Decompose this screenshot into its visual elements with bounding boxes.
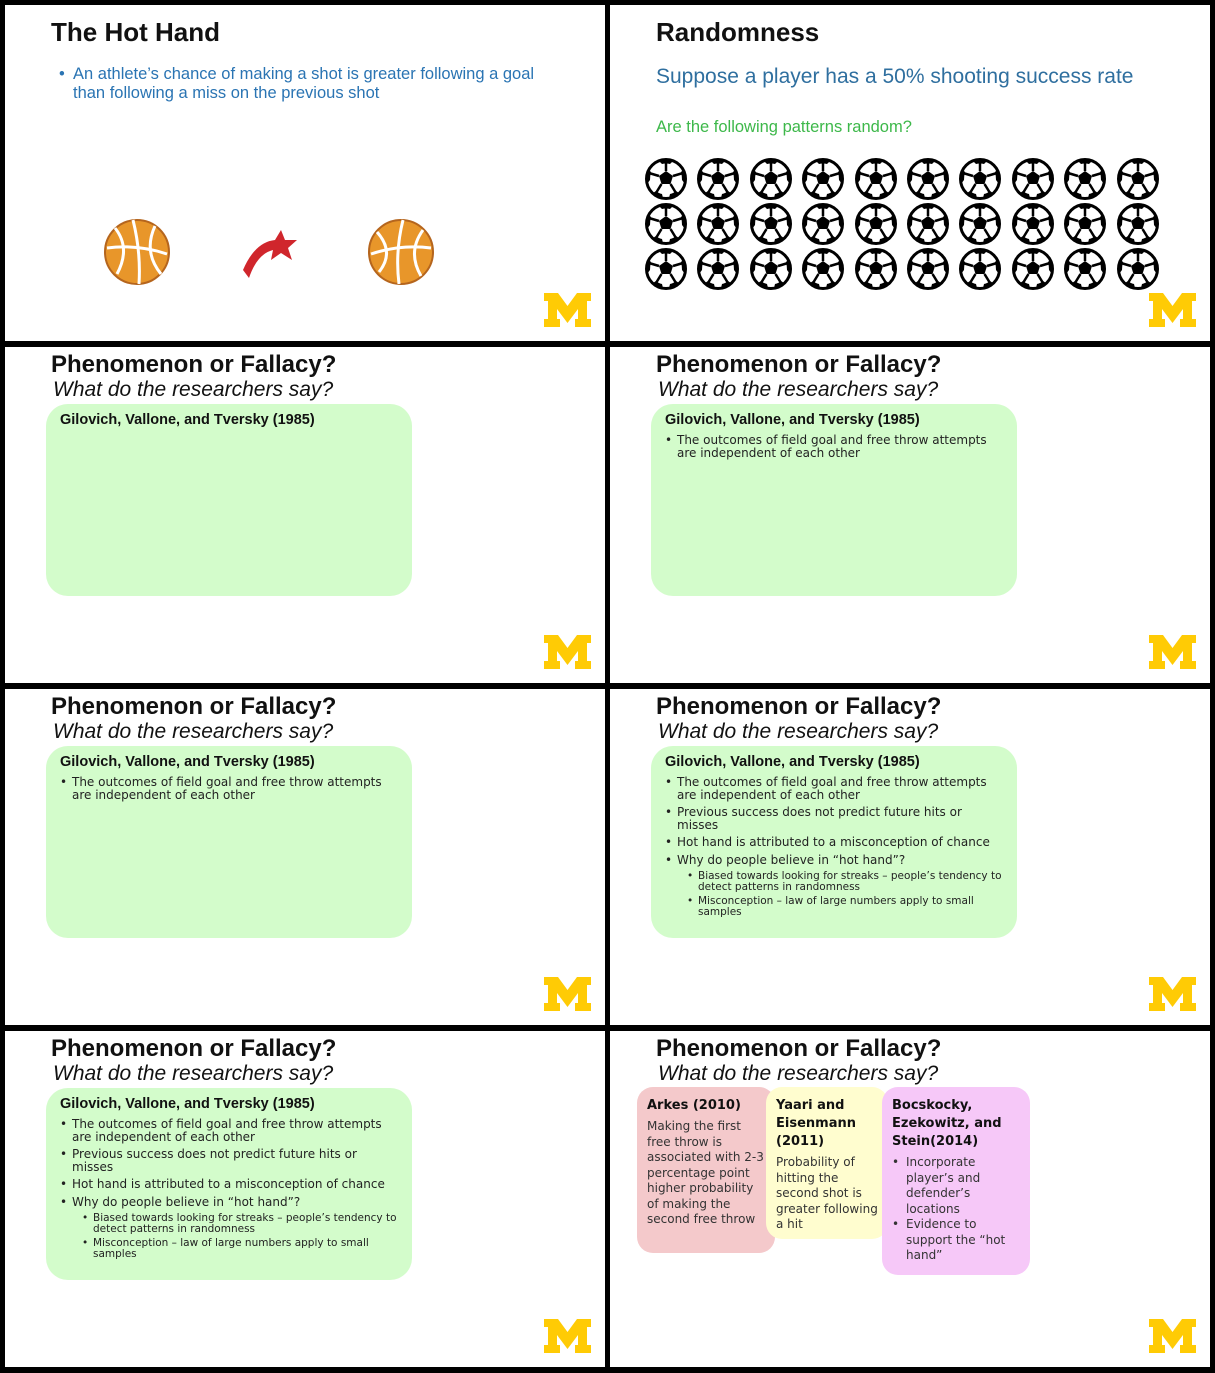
slide-subtitle: What do the researchers say? xyxy=(53,720,334,743)
study-box xyxy=(46,746,412,938)
slide-title: Phenomenon or Fallacy? xyxy=(51,1035,337,1062)
study-card-yaari xyxy=(766,1087,888,1239)
finding-item: • Hot hand is attributed to a misconception of chance xyxy=(665,836,1005,849)
finding-item: • The outcomes of field goal and free throw attempts are independent of each other xyxy=(60,1118,400,1143)
study-card-heading: Bocskocky, Ezekowitz, and Stein(2014) xyxy=(892,1098,1002,1149)
soccer-ball-icon xyxy=(956,248,1004,290)
soccer-ball-icon xyxy=(799,158,847,200)
soccer-ball-icon xyxy=(747,158,795,200)
soccer-ball-icon xyxy=(956,158,1004,200)
soccer-ball-icon xyxy=(1061,158,1109,200)
study-card-heading: Yaari and Eisenmann (2011) xyxy=(776,1098,856,1149)
slide-title: The Hot Hand xyxy=(51,17,220,47)
soccer-ball-icon xyxy=(1114,158,1162,200)
soccer-ball-icon xyxy=(1009,248,1057,290)
slide-research-3 xyxy=(5,689,605,1025)
study-heading: Gilovich, Vallone, and Tversky (1985) xyxy=(665,412,920,428)
study-card-item: • Incorporate player’s and defender’s locations xyxy=(892,1155,1020,1217)
slide-subtitle: What do the researchers say? xyxy=(658,720,939,743)
soccer-ball-icon xyxy=(642,158,690,200)
study-box xyxy=(46,404,412,596)
soccer-ball-icon xyxy=(904,248,952,290)
study-card-heading: Arkes (2010) xyxy=(647,1098,741,1113)
study-card-body: Probability of hitting the second shot is greater following a hit xyxy=(776,1155,878,1231)
block-m-logo xyxy=(544,1319,591,1353)
finding-list xyxy=(60,776,400,806)
study-heading: Gilovich, Vallone, and Tversky (1985) xyxy=(665,754,920,770)
soccer-ball-icon xyxy=(747,248,795,290)
slide-research-4 xyxy=(610,689,1210,1025)
finding-subitem: • Biased towards looking for streaks – people’s tendency to detect patterns in randomness xyxy=(82,1213,400,1234)
slide-subtitle: What do the researchers say? xyxy=(658,378,939,401)
study-card-bocskocky xyxy=(882,1087,1030,1275)
block-m-logo xyxy=(1149,1319,1196,1353)
definition-text: An athlete’s chance of making a shot is greater following a goal than following a miss on the previous shot xyxy=(73,65,535,102)
basketball-icon xyxy=(367,218,435,286)
block-m-logo xyxy=(1149,293,1196,327)
soccer-ball-icon xyxy=(1009,158,1057,200)
soccer-ball-icon xyxy=(799,203,847,245)
question-text: Are the following patterns random? xyxy=(656,118,912,136)
finding-item: • The outcomes of field goal and free throw attempts are independent of each other xyxy=(665,776,1005,801)
slide-title: Phenomenon or Fallacy? xyxy=(51,693,337,720)
block-m-logo xyxy=(1149,635,1196,669)
finding-item: • The outcomes of field goal and free throw attempts are independent of each other xyxy=(60,776,400,801)
soccer-ball-icon xyxy=(852,248,900,290)
soccer-ball-icon xyxy=(799,248,847,290)
shooting-star-icon xyxy=(237,220,301,280)
study-card-body: Making the first free throw is associated with 2-3 percentage point higher probability of making the second free throw xyxy=(647,1119,764,1226)
slide-hot-hand xyxy=(5,5,605,341)
slide-title: Phenomenon or Fallacy? xyxy=(656,1035,942,1062)
premise-text: Suppose a player has a 50% shooting success rate xyxy=(656,65,1134,88)
slide-subtitle: What do the researchers say? xyxy=(53,1062,334,1085)
soccer-ball-icon xyxy=(1114,203,1162,245)
slide-research-6 xyxy=(610,1031,1210,1367)
soccer-ball-icon xyxy=(694,248,742,290)
soccer-ball-icon xyxy=(694,158,742,200)
finding-item: • The outcomes of field goal and free throw attempts are independent of each other xyxy=(665,434,1005,459)
soccer-ball-icon xyxy=(642,203,690,245)
soccer-ball-icon xyxy=(694,203,742,245)
finding-item: • Previous success does not predict future hits or misses xyxy=(60,1148,400,1173)
finding-subitem: • Misconception – law of large numbers apply to small samples xyxy=(82,1238,400,1259)
study-heading: Gilovich, Vallone, and Tversky (1985) xyxy=(60,412,315,428)
soccer-ball-icon xyxy=(747,203,795,245)
soccer-ball-icon xyxy=(1009,203,1057,245)
soccer-ball-icon xyxy=(852,158,900,200)
soccer-ball-icon xyxy=(642,248,690,290)
block-m-logo xyxy=(544,977,591,1011)
finding-list xyxy=(60,1118,400,1263)
basketball-icon xyxy=(103,218,171,286)
finding-item: • Previous success does not predict future hits or misses xyxy=(665,806,1005,831)
study-card-arkes xyxy=(637,1087,775,1253)
soccer-ball-icon xyxy=(1061,248,1109,290)
finding-item: • Why do people believe in “hot hand”? xyxy=(665,854,1005,867)
study-box xyxy=(651,404,1017,596)
study-heading: Gilovich, Vallone, and Tversky (1985) xyxy=(60,754,315,770)
study-card-list xyxy=(892,1155,1020,1264)
slide-research-5 xyxy=(5,1031,605,1367)
finding-item: • Why do people believe in “hot hand”? xyxy=(60,1196,400,1209)
study-card-item: • Evidence to support the “hot hand” xyxy=(892,1217,1020,1264)
study-box xyxy=(651,746,1017,938)
soccer-ball-icon xyxy=(852,203,900,245)
finding-list xyxy=(665,434,1005,464)
slide-title: Phenomenon or Fallacy? xyxy=(51,351,337,378)
block-m-logo xyxy=(544,293,591,327)
slide-title: Randomness xyxy=(656,17,820,47)
finding-subitem: • Biased towards looking for streaks – people’s tendency to detect patterns in randomness xyxy=(687,871,1005,892)
soccer-ball-icon xyxy=(904,158,952,200)
finding-subitem: • Misconception – law of large numbers apply to small samples xyxy=(687,896,1005,917)
definition-bullet: • An athlete’s chance of making a shot is greater following a goal than following a miss on the previous shot xyxy=(59,65,535,102)
soccer-ball-icon xyxy=(1114,248,1162,290)
slide-subtitle: What do the researchers say? xyxy=(658,1062,939,1085)
finding-item: • Hot hand is attributed to a misconception of chance xyxy=(60,1178,400,1191)
block-m-logo xyxy=(1149,977,1196,1011)
slide-title: Phenomenon or Fallacy? xyxy=(656,351,942,378)
finding-list xyxy=(665,776,1005,921)
slide-randomness xyxy=(610,5,1210,341)
soccer-ball-icon xyxy=(956,203,1004,245)
slide-subtitle: What do the researchers say? xyxy=(53,378,334,401)
slide-research-1 xyxy=(5,347,605,683)
study-box xyxy=(46,1088,412,1280)
study-heading: Gilovich, Vallone, and Tversky (1985) xyxy=(60,1096,315,1112)
soccer-ball-icon xyxy=(1061,203,1109,245)
soccer-ball-icon xyxy=(904,203,952,245)
block-m-logo xyxy=(544,635,591,669)
slide-research-2 xyxy=(610,347,1210,683)
slide-title: Phenomenon or Fallacy? xyxy=(656,693,942,720)
